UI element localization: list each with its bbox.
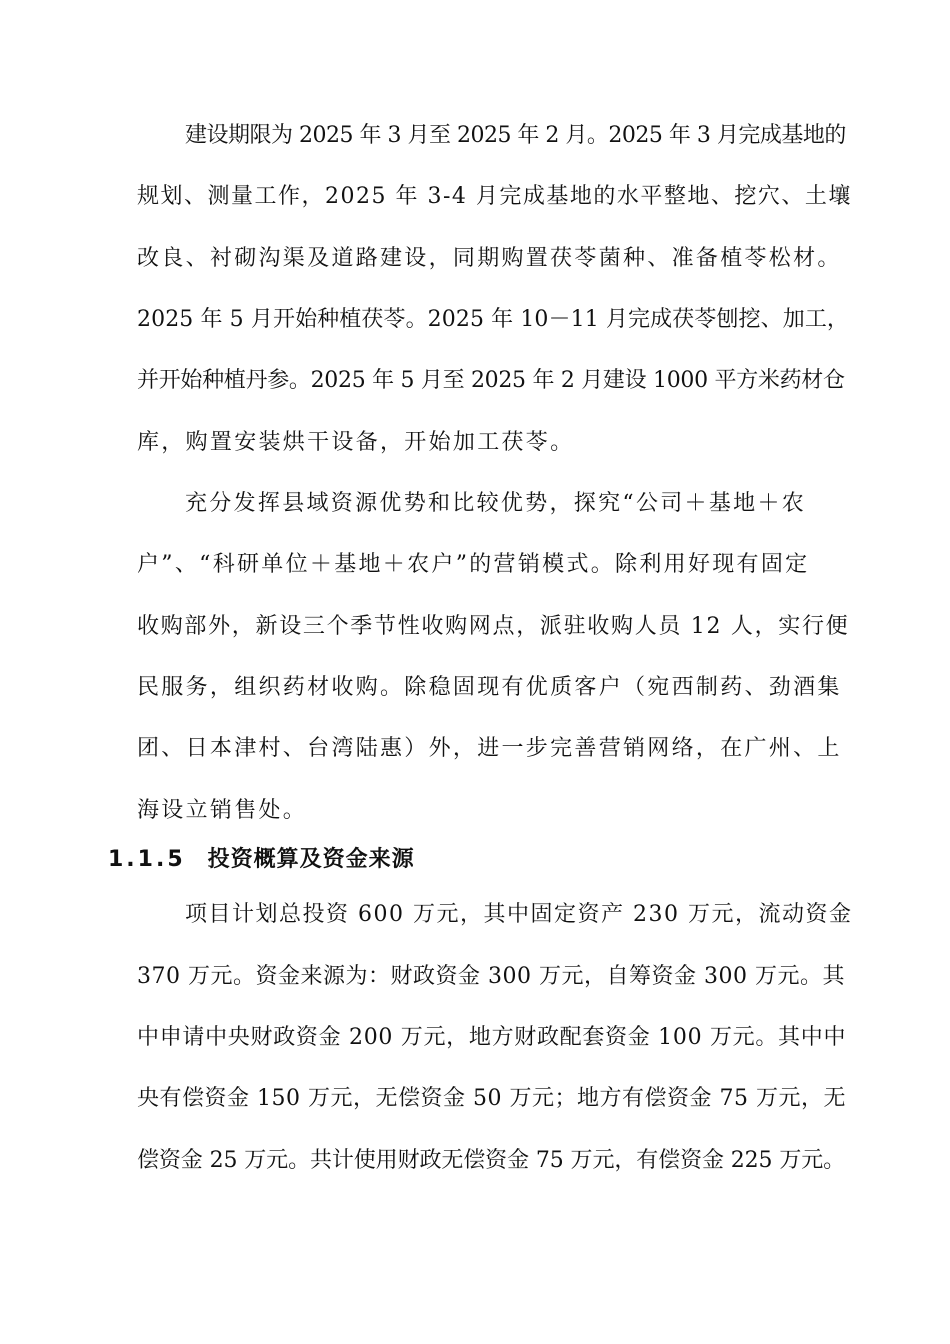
paragraph-line: 海设立销售处。 [137,798,308,823]
paragraph-line: 库，购置安装烘干设备，开始加工茯苓。 [137,430,575,455]
paragraph-line: 并开始种植丹参。2025 年 5 月至 2025 年 2 月建设 1000 平方米药材仓 [137,368,845,393]
paragraph-line: 370 万元。资金来源为：财政资金 300 万元，自筹资金 300 万元。其 [137,964,845,989]
paragraph-line: 建设期限为 2025 年 3 月至 2025 年 2 月。2025 年 3 月完成基地的 [185,123,846,148]
paragraph-line: 央有偿资金 150 万元，无偿资金 50 万元；地方有偿资金 75 万元，无 [137,1086,846,1111]
paragraph-line: 项目计划总投资 600 万元，其中固定资产 230 万元，流动资金 [185,902,853,927]
paragraph-line: 中申请中央财政资金 200 万元，地方财政配套资金 100 万元。其中中 [137,1025,847,1050]
paragraph-line: 偿资金 25 万元。共计使用财政无偿资金 75 万元，有偿资金 225 万元。 [137,1148,846,1173]
paragraph-line: 民服务，组织药材收购。除稳固现有优质客户（宛西制药、劲酒集 [137,675,842,700]
section-heading [108,845,415,875]
paragraph-line: 规划、测量工作，2025 年 3-4 月完成基地的水平整地、挖穴、土壤 [137,184,852,209]
paragraph-line: 团、日本津村、台湾陆惠）外，进一步完善营销网络，在广州、上 [137,736,842,761]
paragraph-line: 户”、“科研单位＋基地＋农户”的营销模式。除利用好现有固定 [137,552,810,577]
paragraph-line: 2025 年 5 月开始种植茯苓。2025 年 10－11 月完成茯苓刨挖、加工， [137,307,850,332]
paragraph-line: 改良、衬砌沟渠及道路建设，同期购置茯苓菌种、准备植苓松材。 [137,246,842,271]
section-title: 投资概算及资金来源 [207,847,415,872]
paragraph-line: 充分发挥县域资源优势和比较优势，探究“公司＋基地＋农 [185,491,807,516]
paragraph-line: 收购部外，新设三个季节性收购网点，派驻收购人员 12 人，实行便 [137,614,850,639]
section-number: 1.1.5 [108,847,186,872]
